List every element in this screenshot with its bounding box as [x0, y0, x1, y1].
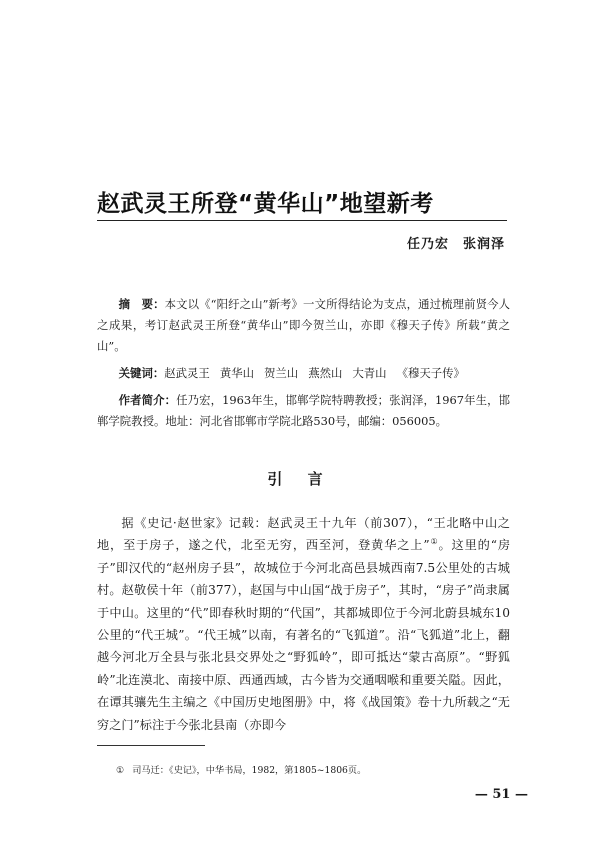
abstract-label: 摘 要： [118, 297, 165, 311]
footnote-reference[interactable]: ① [429, 537, 439, 547]
article-title: 赵武灵王所登“黄华山”地望新考 [97, 191, 434, 217]
section-heading: 引 言 [267, 470, 333, 488]
keyword: 燕然山 [308, 366, 343, 380]
title-underline [97, 220, 507, 221]
keywords-label: 关键词： [118, 366, 165, 380]
author-line [407, 233, 505, 252]
keyword: 大青山 [352, 366, 387, 380]
author-bio-text: 任乃宏，1963年生，邯郸学院特聘教授；张润泽，1967年生，邯郸学院教授。地址：河北省邯郸市学院北路530号，邮编：056005。 [97, 393, 510, 428]
footnote-mark: ① [116, 765, 125, 776]
body-text-part: 据《史记·赵世家》记载：赵武灵王十九年（前307），“王北略中山之地，至于房子，遂之代，北至无穷，西至河，登黄华之上” [97, 516, 510, 553]
footnote [116, 762, 366, 776]
keyword: 《穆天子传》 [396, 366, 465, 380]
keyword: 赵武灵王 [164, 366, 210, 380]
abstract-block [97, 294, 510, 438]
abstract-paragraph [97, 294, 510, 357]
author-bio-paragraph [97, 390, 510, 432]
keywords-list [164, 366, 465, 380]
keyword: 贺兰山 [264, 366, 299, 380]
body-paragraph [97, 512, 510, 736]
author-name: 张润泽 [462, 237, 505, 252]
author-name: 任乃宏 [406, 237, 449, 252]
footnote-divider [97, 745, 205, 746]
footnote-text: 司马迁：《史记》，中华书局，1982，第1805~1806页。 [132, 765, 367, 776]
page-number: — 51 — [474, 787, 528, 802]
body-text-part: 。这里的“房子”即汉代的“赵州房子县”，故城位于今河北高邑县城西南7.5公里处的古城村。赵敬侯十年（前377），赵国与中山国“战于房子”，其时，“房子”尚隶属于中山。这里的“代”即春秋时期的“代国”，其都城即位于今河北蔚县城东10公里的“代王城”。“代王城”以南，有著名的“飞狐道”。沿“飞狐道”北上，翻越今河北万全县与张北县交界处之“野狐岭”，即可抵达“蒙古高原”。“野狐岭”北连漠北、南接中原、西通西域，古今皆为交通咽喉和重要关隘。因此，在谭其骧先生主编之《中国历史地图册》中，将《战国策》卷十九所载之“无穷之门”标注于今张北县南（亦即今 [97, 538, 511, 732]
keywords-paragraph [97, 363, 510, 384]
abstract-text: 本文以《“阳纡之山”新考》一文所得结论为支点，通过梳理前贤今人之成果，考订赵武灵王所登“黄华山”即今贺兰山，亦即《穆天子传》所载“黄之山”。 [97, 297, 510, 353]
author-bio-label: 作者简介： [118, 393, 177, 407]
keyword: 黄华山 [219, 366, 254, 380]
